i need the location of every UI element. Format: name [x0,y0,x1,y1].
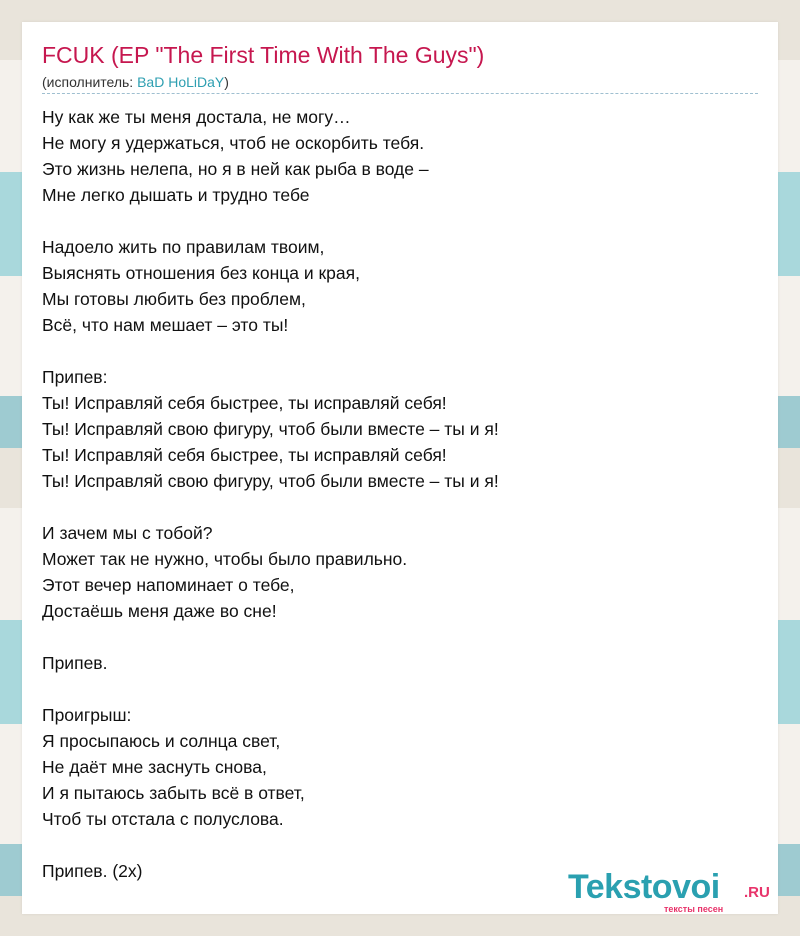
stanza-break [42,208,499,234]
lyrics-card [22,22,778,914]
stanza-break [42,832,499,858]
lyric-line: Чтоб ты отстала с полуслова. [42,809,284,829]
lyric-line: Припев: [42,367,108,387]
lyrics-text [42,104,499,884]
lyric-line: Я просыпаюсь и солнца свет, [42,731,281,751]
stanza-break [42,338,499,364]
lyric-line: Это жизнь нелепа, но я в ней как рыба в воде – [42,159,429,179]
song-title: FCUK (EP "The First Time With The Guys") [42,42,485,68]
title-divider [42,93,758,94]
lyric-line: Всё, что нам мешает – это ты! [42,315,289,335]
lyric-line: Ты! Исправляй свою фигуру, чтоб были вместе – ты и я! [42,419,499,439]
artist-suffix: ) [224,74,229,90]
logo-wordmark: Tekstovoi [568,868,720,906]
stanza-break [42,494,499,520]
artist-prefix: (исполнитель: [42,74,138,90]
lyric-line: Может так не нужно, чтобы было правильно. [42,549,408,569]
lyric-line: Проигрыш: [42,705,132,725]
lyric-line: Припев. (2x) [42,861,143,881]
lyric-line: Достаёшь меня даже во сне! [42,601,277,621]
site-logo[interactable] [568,868,778,914]
logo-tagline: тексты песен [664,904,724,914]
lyric-line: Мне легко дышать и трудно тебе [42,185,310,205]
artist-line [42,74,229,90]
stanza-break [42,624,499,650]
stanza-break [42,676,499,702]
lyric-line: Этот вечер напоминает о тебе, [42,575,295,595]
lyric-line: Надоело жить по правилам твоим, [42,237,325,257]
lyric-line: Ты! Исправляй себя быстрее, ты исправляй себя! [42,393,447,413]
lyric-line: Мы готовы любить без проблем, [42,289,306,309]
lyric-line: И зачем мы с тобой? [42,523,213,543]
lyric-line: Ты! Исправляй себя быстрее, ты исправляй себя! [42,445,447,465]
lyric-line: И я пытаюсь забыть всё в ответ, [42,783,305,803]
lyric-line: Не могу я удержаться, чтоб не оскорбить тебя. [42,133,425,153]
lyric-line: Не даёт мне заснуть снова, [42,757,267,777]
lyric-line: Припев. [42,653,108,673]
artist-link[interactable]: BaD HoLiDaY [137,74,225,90]
lyric-line: Выяснять отношения без конца и края, [42,263,360,283]
lyric-line: Ты! Исправляй свою фигуру, чтоб были вместе – ты и я! [42,471,499,491]
logo-tld: .RU [744,884,770,901]
lyric-line: Ну как же ты меня достала, не могу… [42,107,351,127]
